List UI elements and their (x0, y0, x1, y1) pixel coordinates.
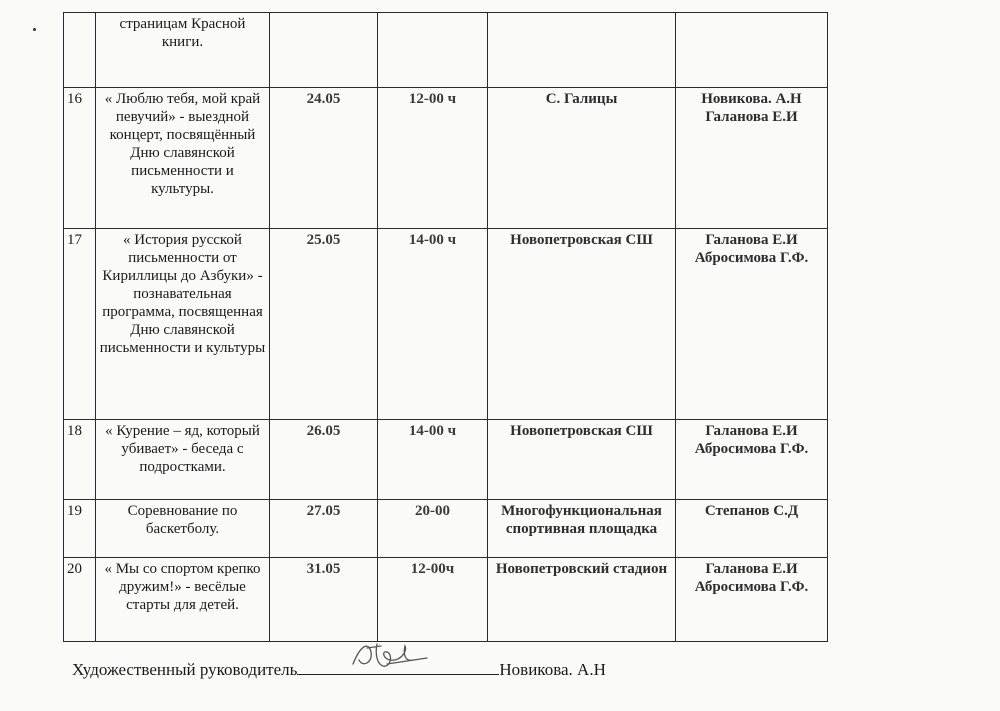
event-date: 31.05 (270, 558, 378, 642)
table-row (64, 420, 828, 500)
director-name: Новикова. А.Н (499, 660, 606, 679)
position-label: Художественный руководитель (72, 660, 298, 679)
event-title: « Мы со спортом крепко дружим!» - весёлые старты для детей. (96, 558, 270, 642)
event-title: « Люблю тебя, мой край певучий» - выездной концерт, посвящённый Дню славянской письменности и культуры. (96, 88, 270, 229)
events-table (63, 12, 828, 642)
event-responsible: Галанова Е.И Абросимова Г.Ф. (676, 558, 828, 642)
event-responsible (676, 13, 828, 88)
event-title: страницам Красной книги. (96, 13, 270, 88)
event-place: Новопетровская СШ (488, 420, 676, 500)
handwritten-signature (347, 640, 437, 674)
event-date: 25.05 (270, 229, 378, 420)
event-place: Новопетровская СШ (488, 229, 676, 420)
event-responsible: Степанов С.Д (676, 500, 828, 558)
table-row (64, 500, 828, 558)
event-time: 14-00 ч (378, 229, 488, 420)
event-date (270, 13, 378, 88)
event-place: Новопетровский стадион (488, 558, 676, 642)
event-time: 14-00 ч (378, 420, 488, 500)
table-row (64, 88, 828, 229)
scan-dot (33, 28, 36, 31)
event-time: 12-00ч (378, 558, 488, 642)
row-number: 18 (64, 420, 96, 500)
event-title: Соревнование по баскетболу. (96, 500, 270, 558)
event-time: 20-00 (378, 500, 488, 558)
row-number: 16 (64, 88, 96, 229)
event-title: « Курение – яд, который убивает» - беседа с подростками. (96, 420, 270, 500)
signature-block (72, 660, 606, 680)
row-number: 19 (64, 500, 96, 558)
table-row (64, 13, 828, 88)
event-place: Многофункциональная спортивная площадка (488, 500, 676, 558)
row-number: 17 (64, 229, 96, 420)
event-date: 26.05 (270, 420, 378, 500)
event-title: « История русской письменности от Кириллицы до Азбуки» - познавательная программа, посвященная Дню славянской письменности и культуры (96, 229, 270, 420)
event-responsible: Галанова Е.И Абросимова Г.Ф. (676, 229, 828, 420)
event-place: С. Галицы (488, 88, 676, 229)
table-row (64, 229, 828, 420)
event-responsible: Галанова Е.И Абросимова Г.Ф. (676, 420, 828, 500)
event-responsible: Новикова. А.Н Галанова Е.И (676, 88, 828, 229)
event-time: 12-00 ч (378, 88, 488, 229)
row-number: 20 (64, 558, 96, 642)
event-date: 27.05 (270, 500, 378, 558)
signature-line (297, 660, 499, 675)
event-date: 24.05 (270, 88, 378, 229)
table-row (64, 558, 828, 642)
event-place (488, 13, 676, 88)
event-time (378, 13, 488, 88)
row-number (64, 13, 96, 88)
